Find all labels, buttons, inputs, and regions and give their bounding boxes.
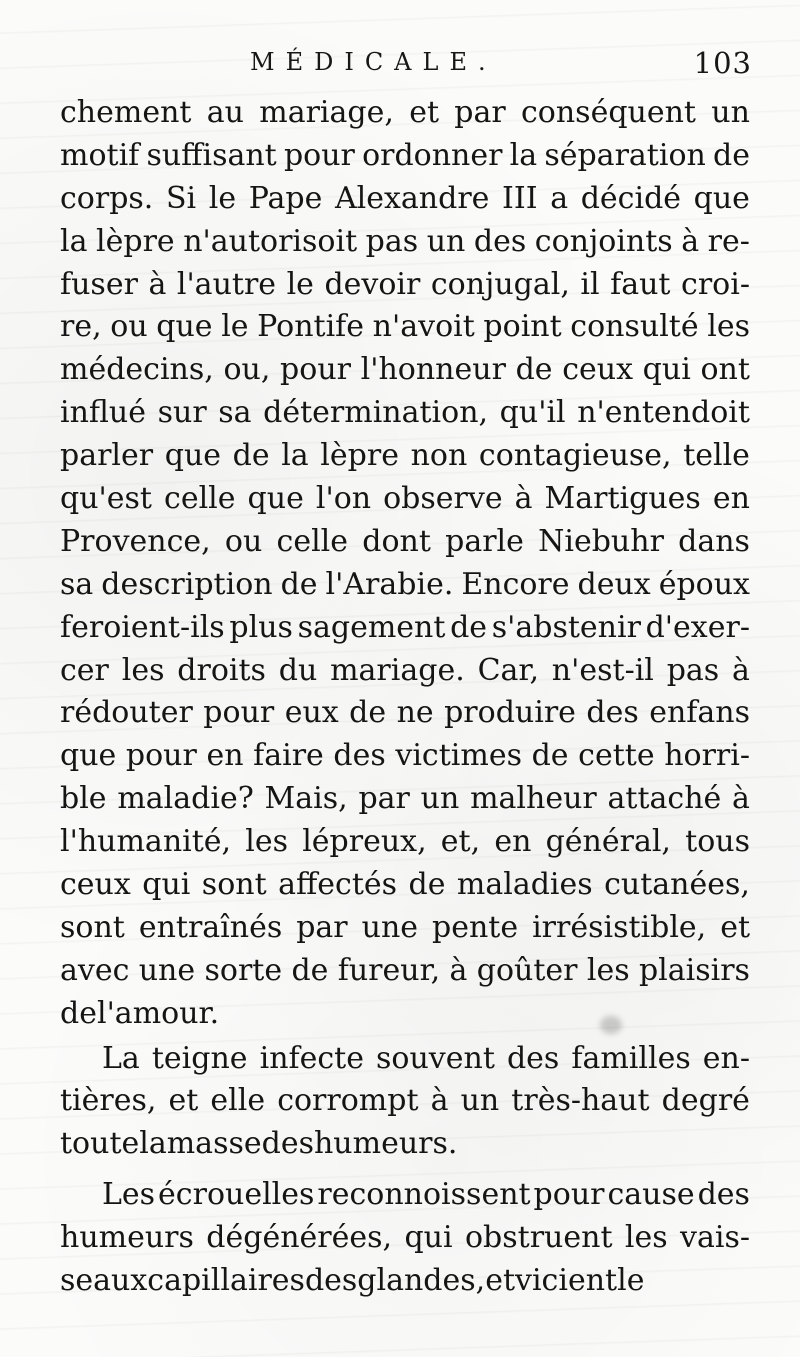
word: produire xyxy=(444,695,576,731)
word: époux xyxy=(658,566,750,602)
word: affectés xyxy=(278,867,398,903)
word: que xyxy=(60,738,117,774)
word: Martigues xyxy=(544,481,701,517)
word: Encore xyxy=(461,566,570,602)
word: sont xyxy=(60,909,125,945)
word: sur xyxy=(157,395,207,431)
word: sagement xyxy=(297,609,446,645)
word: l'Arabie. xyxy=(325,566,454,602)
word: Mais, xyxy=(264,781,348,817)
word: masse xyxy=(166,1126,262,1162)
text-line xyxy=(60,864,750,907)
text-line xyxy=(60,993,750,1036)
word: à xyxy=(681,223,700,259)
word: obstruent xyxy=(464,1220,613,1256)
word: pour xyxy=(125,738,197,774)
word: mariage. xyxy=(330,652,465,688)
word: des xyxy=(333,738,386,774)
running-head: MÉDICALE. xyxy=(250,48,497,76)
word: pour xyxy=(203,695,275,731)
text-line xyxy=(60,950,750,993)
word: pour xyxy=(283,137,355,173)
word: de xyxy=(349,695,387,731)
word: faire xyxy=(253,738,324,774)
word: celle xyxy=(276,523,349,559)
word: ordonner xyxy=(362,137,503,173)
word: description xyxy=(101,566,273,602)
word: lèpre xyxy=(96,223,175,259)
word: ou, xyxy=(223,352,271,388)
word: Si xyxy=(165,180,197,216)
text-line xyxy=(60,435,750,478)
text-line xyxy=(60,1260,750,1303)
word: décidé xyxy=(580,180,682,216)
word: à xyxy=(514,481,533,517)
text-line xyxy=(60,92,750,135)
word: a xyxy=(550,180,569,216)
word: cutanées, xyxy=(604,867,750,903)
word: qui xyxy=(404,1220,453,1256)
word: à xyxy=(732,652,750,688)
word: de xyxy=(531,738,569,774)
ink-smudge xyxy=(600,1016,622,1034)
word: parle xyxy=(445,523,524,559)
word: des xyxy=(261,1126,314,1162)
word: les xyxy=(707,309,750,345)
word: ou xyxy=(224,523,263,559)
text-line xyxy=(60,221,750,264)
word: tières, xyxy=(60,1083,157,1119)
text-line xyxy=(60,264,750,307)
text-line xyxy=(60,1217,750,1260)
word: devoir xyxy=(324,266,421,302)
text-line xyxy=(60,1174,750,1217)
word: la xyxy=(60,223,88,259)
word: des xyxy=(506,1040,560,1076)
word: goûter xyxy=(476,952,578,988)
word: écrouelles xyxy=(158,1177,315,1213)
word: conséquent xyxy=(521,95,696,130)
word: il xyxy=(580,266,600,302)
word: l'on xyxy=(315,481,372,517)
word: le xyxy=(617,1263,645,1299)
text-line xyxy=(60,521,750,564)
word: n'entendoit xyxy=(577,395,750,431)
word: une xyxy=(138,952,196,988)
word: cer xyxy=(60,652,109,688)
text-line xyxy=(60,607,750,650)
word: ceux xyxy=(60,867,131,903)
word: mariage, xyxy=(259,95,394,130)
word: d'exer- xyxy=(645,609,750,645)
word: médecins, xyxy=(60,352,214,388)
word: l'humanité, xyxy=(60,824,232,860)
word: et, xyxy=(440,824,481,860)
word: Car, xyxy=(477,652,539,688)
word: général, xyxy=(545,824,671,860)
word: observe xyxy=(383,481,503,517)
word: un xyxy=(460,1083,500,1119)
word: vicient xyxy=(515,1263,618,1299)
word: de xyxy=(515,352,553,388)
word: rédouter xyxy=(60,695,193,731)
word: qu'est xyxy=(60,481,152,517)
word: la xyxy=(139,1126,167,1162)
word: de xyxy=(60,995,97,1031)
word: reconnoissent xyxy=(317,1177,531,1213)
word: du xyxy=(278,652,318,688)
word: avec xyxy=(60,952,130,988)
word: teigne xyxy=(151,1040,248,1076)
word: faut xyxy=(610,266,671,302)
text-line xyxy=(60,692,750,735)
word: par xyxy=(454,95,506,130)
word: re- xyxy=(707,223,750,259)
word: ou xyxy=(110,309,148,345)
word: sa xyxy=(60,566,94,602)
word: en xyxy=(494,824,532,860)
word: la xyxy=(509,137,538,173)
word: la xyxy=(281,438,309,474)
word: capillaires xyxy=(147,1263,305,1299)
word: point xyxy=(483,309,562,345)
word: entraînés xyxy=(138,909,283,945)
word: celle xyxy=(164,481,236,517)
word: dégénérées, xyxy=(206,1220,393,1256)
word: les xyxy=(121,652,165,688)
body-text xyxy=(60,92,750,1303)
word: telle xyxy=(683,438,750,474)
word: malheur xyxy=(470,781,597,817)
word: horri- xyxy=(664,738,750,774)
text-line xyxy=(60,135,750,178)
word: détermination, xyxy=(263,395,489,431)
word: fureur, xyxy=(337,952,441,988)
word: très-haut xyxy=(511,1083,650,1119)
word: motif xyxy=(60,137,140,173)
text-line xyxy=(60,735,750,778)
word: fuser xyxy=(60,266,138,302)
word: n'est-il xyxy=(551,652,654,688)
word: le xyxy=(221,309,249,345)
word: consulté xyxy=(570,309,699,345)
word: ne xyxy=(396,695,434,731)
word: un xyxy=(420,781,460,817)
word: familles xyxy=(571,1040,691,1076)
word: pente xyxy=(432,909,519,945)
word: de xyxy=(713,137,750,173)
word: et xyxy=(168,1083,199,1119)
word: et xyxy=(720,909,750,945)
word: suffisant xyxy=(146,137,277,173)
text-line xyxy=(60,178,750,221)
word: pour xyxy=(533,1177,605,1213)
word: sa xyxy=(218,395,252,431)
word: cause xyxy=(607,1177,695,1213)
word: ont xyxy=(700,352,750,388)
word: n'avoit xyxy=(372,309,475,345)
word: qui xyxy=(642,352,691,388)
word: une xyxy=(361,909,419,945)
word: de xyxy=(232,438,270,474)
page-number: 103 xyxy=(693,46,752,80)
text-line xyxy=(60,349,750,392)
word: un xyxy=(426,223,466,259)
text-line xyxy=(60,821,750,864)
word: à xyxy=(449,952,468,988)
word: contagieuse, xyxy=(478,438,672,474)
word: lépreux, xyxy=(302,824,427,860)
word: non xyxy=(410,438,468,474)
paragraph-2 xyxy=(60,1038,750,1167)
word: Pape xyxy=(248,180,323,216)
word: feroient-ils xyxy=(60,609,225,645)
word: vais- xyxy=(680,1220,750,1256)
word: parler xyxy=(60,438,154,474)
word: deux xyxy=(577,566,651,602)
paragraph-spacer xyxy=(60,1166,750,1174)
word: victimes xyxy=(395,738,522,774)
word: croi- xyxy=(681,266,750,302)
word: humeurs. xyxy=(313,1126,458,1162)
word: Alexandre xyxy=(334,180,490,216)
text-line xyxy=(60,1123,750,1166)
word: et xyxy=(409,95,439,130)
word: que xyxy=(693,180,750,216)
word: enfans xyxy=(649,695,750,731)
word: qui xyxy=(142,867,191,903)
text-line xyxy=(60,392,750,435)
paragraph-3 xyxy=(60,1174,750,1303)
word: à xyxy=(148,266,167,302)
word: plaisirs xyxy=(638,952,750,988)
word: par xyxy=(358,781,410,817)
word: pas xyxy=(365,223,419,259)
word: humeurs xyxy=(60,1220,194,1256)
word: irrésistible, xyxy=(532,909,707,945)
paragraph-1 xyxy=(60,92,750,1036)
word: infecte xyxy=(259,1040,364,1076)
word: des xyxy=(586,695,639,731)
word: les xyxy=(586,952,630,988)
word: de xyxy=(280,566,318,602)
word: ceux xyxy=(562,352,634,388)
word: ble xyxy=(60,781,107,817)
word: toute xyxy=(60,1126,140,1162)
word: en- xyxy=(702,1040,750,1076)
word: Provence, xyxy=(60,523,211,559)
word: elle xyxy=(210,1083,266,1119)
word: des xyxy=(304,1263,358,1299)
word: degré xyxy=(661,1083,750,1119)
word: conjugal, xyxy=(430,266,570,302)
word: le xyxy=(208,180,237,216)
word: tous xyxy=(685,824,750,860)
text-line xyxy=(60,907,750,950)
word: souvent xyxy=(376,1040,495,1076)
text-line xyxy=(60,650,750,693)
word: au xyxy=(206,95,244,130)
word: III xyxy=(502,180,538,216)
word: n'autorisoit xyxy=(183,223,358,259)
word: que xyxy=(156,309,213,345)
word: re, xyxy=(60,309,102,345)
word: Les xyxy=(102,1177,156,1213)
word: conjoints xyxy=(534,223,673,259)
word: les xyxy=(245,824,289,860)
word: que xyxy=(164,438,222,474)
word: sont xyxy=(201,867,267,903)
word: influé xyxy=(60,395,147,431)
word: dont xyxy=(362,523,431,559)
word: cette xyxy=(578,738,655,774)
word: Niebuhr xyxy=(538,523,664,559)
text-line xyxy=(60,478,750,521)
word: corps. xyxy=(60,180,154,216)
word: et xyxy=(485,1263,516,1299)
word: le xyxy=(286,266,314,302)
word: que xyxy=(247,481,304,517)
word: de xyxy=(450,609,488,645)
word: l'autre xyxy=(176,266,277,302)
word: en xyxy=(206,738,244,774)
word: maladies xyxy=(456,867,593,903)
word: La xyxy=(102,1040,140,1076)
word: plus xyxy=(229,609,293,645)
word: à xyxy=(732,781,750,817)
word: Pontife xyxy=(257,309,365,345)
word: un xyxy=(711,95,750,130)
word: dans xyxy=(678,523,750,559)
word: droits xyxy=(177,652,266,688)
word: en xyxy=(712,481,750,517)
word: l'honneur xyxy=(360,352,506,388)
word: à xyxy=(430,1083,449,1119)
word: par xyxy=(296,909,348,945)
text-line xyxy=(60,564,750,607)
word: les xyxy=(624,1220,668,1256)
text-line xyxy=(60,1080,750,1123)
word: lèpre xyxy=(320,438,399,474)
word: des xyxy=(697,1177,750,1213)
word: pas xyxy=(666,652,720,688)
word: pour xyxy=(280,352,351,388)
word: seaux xyxy=(60,1263,148,1299)
text-line xyxy=(60,306,750,349)
word: glandes, xyxy=(357,1263,486,1299)
text-line xyxy=(60,778,750,821)
word: eux xyxy=(284,695,339,731)
word: sorte xyxy=(204,952,283,988)
word: de xyxy=(291,952,329,988)
word: de xyxy=(408,867,446,903)
word: séparation xyxy=(544,137,706,173)
word: qu'il xyxy=(499,395,566,431)
word: attaché xyxy=(607,781,722,817)
word: maladie? xyxy=(117,781,254,817)
word: l'amour. xyxy=(96,995,220,1031)
word: chement xyxy=(60,95,192,130)
word: des xyxy=(473,223,527,259)
word: s'abstenir xyxy=(491,609,641,645)
text-line xyxy=(60,1038,750,1081)
word: corrompt xyxy=(277,1083,419,1119)
